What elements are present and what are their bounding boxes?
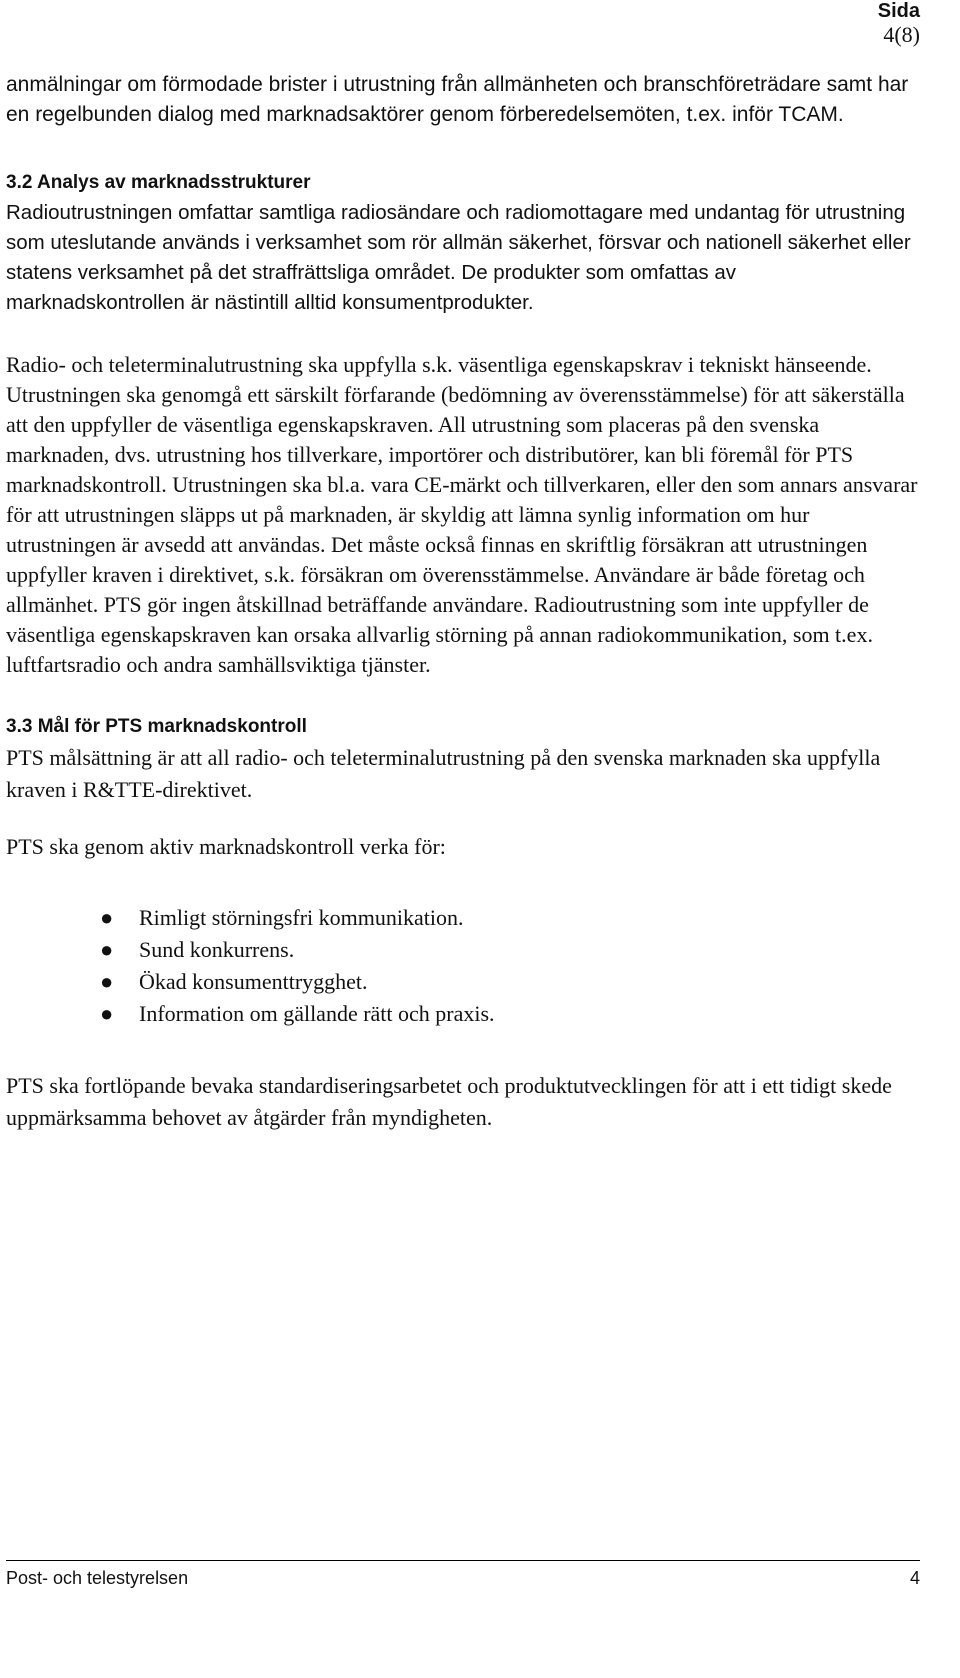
section-3-3-paragraph-3: PTS ska fortlöpande bevaka standardiseringsarbetet och produktutvecklingen för att i ett tidigt skede uppmärksamma behovet av åtgärder från myndigheten. (6, 1073, 892, 1130)
intro-paragraph: anmälningar om förmodade brister i utrustning från allmänheten och branschföreträdare samt har en regelbunden dialog med marknadsaktörer genom förberedelsemöten, t.ex. inför TCAM. (6, 73, 909, 126)
list-item-text: Rimligt störningsfri kommunikation. (139, 905, 464, 930)
list-item-text: Sund konkurrens. (139, 937, 295, 962)
section-3-2-paragraph-1: Radioutrustningen omfattar samtliga radiosändare och radiomottagare med undantag för utrustning som uteslutande används i verksamhet som rör allmän säkerhet, försvar och nationell säkerhet eller statens verksamhet på det straffrättsliga området. De produkter som omfattas av marknadskontrollen är nästintill alltid konsumentprodukter. (6, 201, 911, 314)
document-body (6, 70, 920, 1134)
bullet-icon: ● (100, 937, 114, 962)
list-item-text: Information om gällande rätt och praxis. (139, 1001, 495, 1026)
bullet-icon: ● (100, 1001, 114, 1026)
list-item (6, 998, 920, 1030)
footer-page-number: 4 (909, 1568, 920, 1588)
footer-organization: Post- och telestyrelsen (6, 1568, 189, 1588)
section-heading-3-3: 3.3 Mål för PTS marknadskontroll (6, 716, 307, 737)
section-3-2-paragraph-2: Radio- och teleterminalutrustning ska uppfylla s.k. väsentliga egenskapskrav i tekniskt hänseende. Utrustningen ska genomgå ett särskilt förfarande (bedömning av överensstämmelse) för att säkerställa att den uppfyller de väsentliga egenskapskraven. All utrustning som placeras på den svenska marknaden, dvs. utrustning hos tillverkare, importörer och distributörer, kan bli föremål för PTS marknadskontroll. Utrustningen ska bl.a. vara CE-märkt och tillverkaren, eller den som annars ansvarar för att utrustningen släpps ut på marknaden, är skyldig att lämna synlig information om hur utrustningen är avsedd att användas. Det måste också finnas en skriftlig försäkran att utrustningen uppfyller kraven i direktivet, s.k. försäkran om överensstämmelse. Användare är både företag och allmänhet. PTS gör ingen åtskillnad beträffande användare. Radioutrustning som inte uppfyller de väsentliga egenskapskraven kan orsaka allvarlig störning på annan radiokommunikation, som t.ex. luftfartsradio och andra samhällsviktiga tjänster. (6, 352, 918, 677)
bullet-icon: ● (100, 969, 114, 994)
goals-list (6, 902, 920, 1030)
section-3-3-paragraph-2: PTS ska genom aktiv marknadskontroll verka för: (6, 834, 446, 859)
list-item (6, 966, 920, 998)
section-heading-3-2: 3.2 Analys av marknadsstrukturer (6, 172, 311, 193)
page-label: Sida (877, 0, 920, 22)
bullet-icon: ● (100, 905, 114, 930)
page-number: 4(8) (883, 22, 920, 47)
page-header (878, 0, 920, 48)
list-item-text: Ökad konsumenttrygghet. (139, 969, 368, 994)
section-3-3-paragraph-1: PTS målsättning är att all radio- och teleterminalutrustning på den svenska marknaden ska uppfylla kraven i R&TTE-direktivet. (6, 745, 881, 802)
list-item (6, 934, 920, 966)
page-footer (6, 1560, 920, 1589)
list-item (6, 902, 920, 934)
